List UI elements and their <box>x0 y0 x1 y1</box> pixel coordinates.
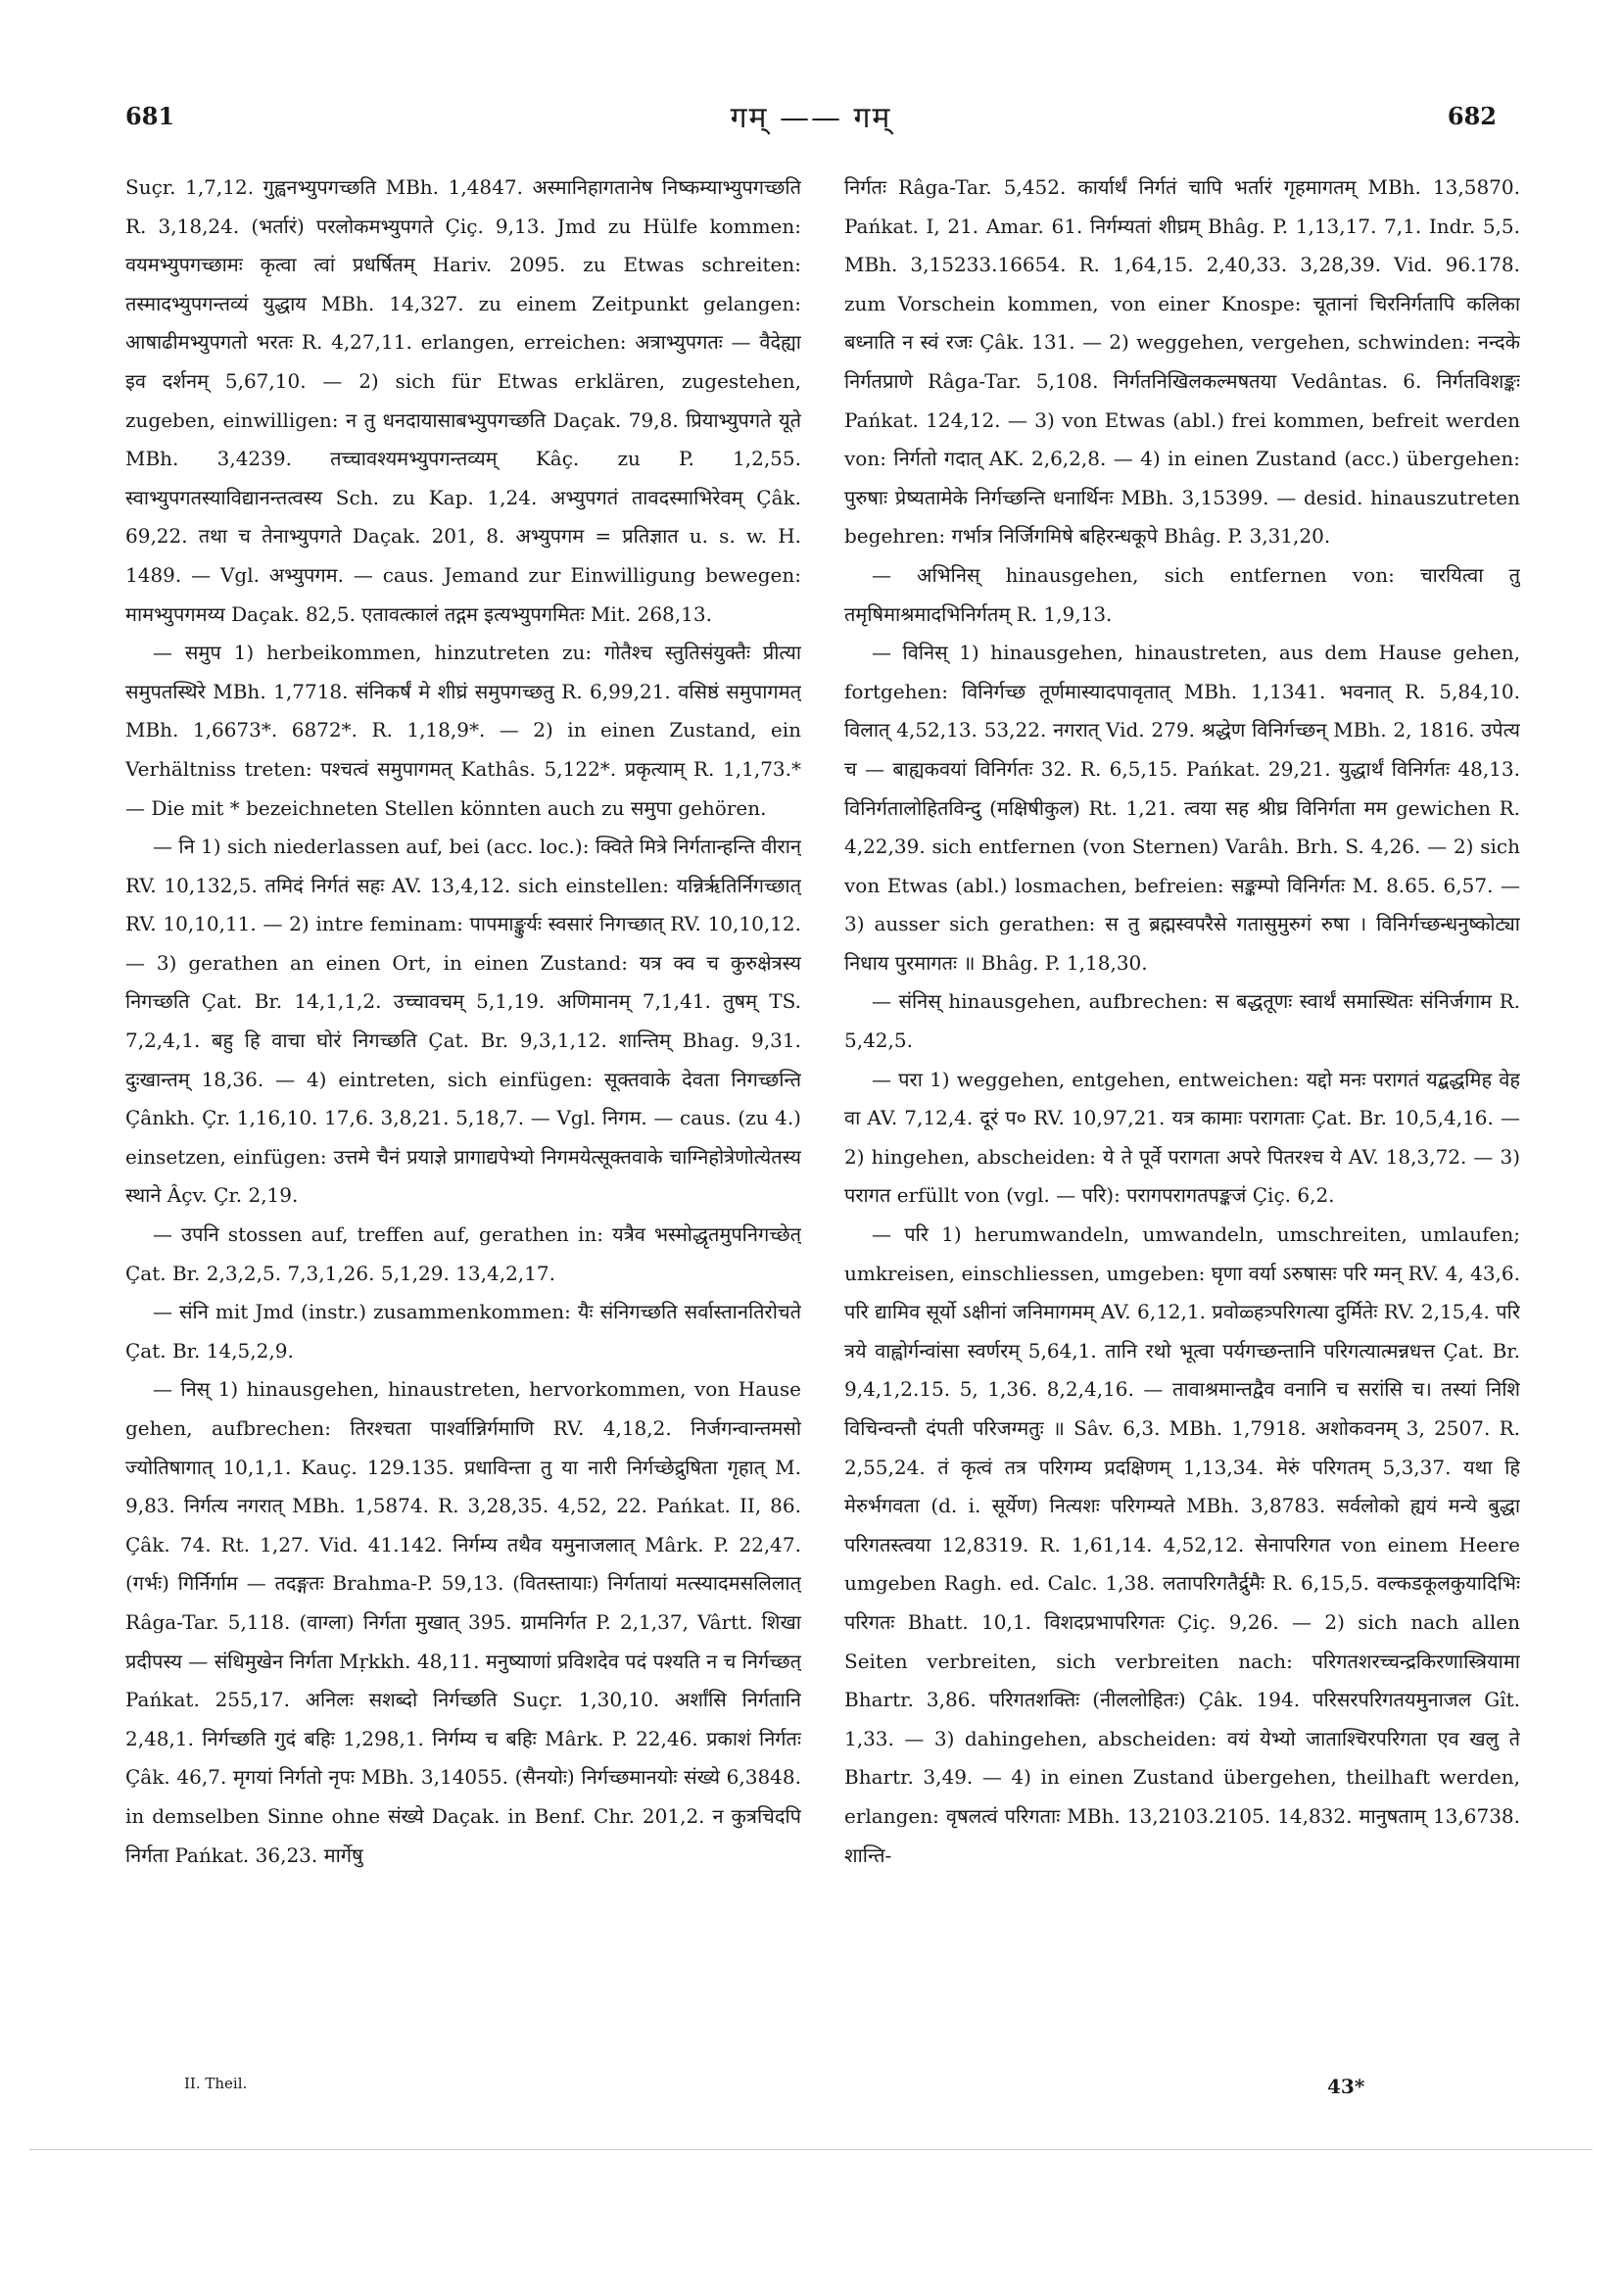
entry-paragraph: निर्गतः Râga-Tar. 5,452. कार्यार्थं निर्गतं चापि भर्तारं गृहमागतम् MBh. 13,5870. Pańkat. I, 21. Amar. 61. निर्गम्यतां शीघ्रम् Bhâg. P. 1,13,17. 7,1. Indr. 5,5. MBh. 3,15233.16654. R. 1,64,15. 2,40,33. 3,28,39. Vid. 96.178. zum Vorschein kommen, von einer Knospe: चूतानां चिरनिर्गतापि कलिका बध्नाति न स्वं रजः Çâk. 131. — 2) weggehen, vergehen, schwinden: नन्दके निर्गतप्राणे Râga-Tar. 5,108. निर्गतनिखिलकल्मषतया Vedântas. 6. निर्गतविशङ्कः Pańkat. 124,12. — 3) von Etwas (abl.) frei kommen, befreit werden von: निर्गतो गदात् AK. 2,6,2,8. — 4) in einen Zustand (acc.) übergehen: पुरुषाः प्रेष्यतामेके निर्गच्छन्ति धनार्थिनः MBh. 3,15399. — desid. hinauszutreten begehren: गर्भात्र निर्जिगमिषे बहिरन्धकूपे Bhâg. P. 3,31,20. <box>844 175 1520 549</box>
running-headword: गम् —— गम् <box>730 101 892 135</box>
entry-paragraph: — परि 1) herumwandeln, umwandeln, umschreiten, umlaufen; umkreisen, einschliessen, umgeben: घृणा वर्या ऽरुषासः परि ग्मन् RV. 4, 43,6. परि द्यामिव सूर्यो ऽक्षीनां जनिमागमम् AV. 6,12,1. प्रवोळ्हत्र्परिगत्या दुर्मितेः RV. 2,15,4. परि त्रये वाह्वोर्गन्वांसा स्वर्णरम् 5,64,1. तानि रथो भूत्वा पर्यगच्छन्तानि परिगत्यात्मन्नधत्त Çat. Br. 9,4,1,2.15. 5, 1,36. 8,2,4,16. — तावाश्रमान्तद्वैव वनानि च सरांसि च। तस्यां निशि विचिन्वन्तौ दंपती परिजग्मतुः ॥ Sâv. 6,3. MBh. 1,7918. अशोकवनम् 3, 2507. R. 2,55,24. तं कृत्वं तत्र परिगम्य प्रदक्षिणम् 1,13,34. मेरुं परिगतम् 5,3,37. यथा हि मेरुर्भगवता (d. i. सूर्येण) नित्यशः परिगम्यते MBh. 3,8783. सर्वलोको ह्ययं मन्ये बुद्धा परिगतस्त्वया 12,8319. R. 1,61,14. 4,52,12. सेनापरिगत von einem Heere umgeben Ragh. ed. Calc. 1,38. लतापरिगतैर्द्रुमैः R. 6,15,5. वल्कडकूलकुयादिभिः परिगतः Bhatt. 10,1. विशदप्रभापरिगतः Çiç. 9,26. — 2) sich nach allen Seiten verbreiten, sich verbreiten nach: परिगतशरच्चन्द्रकिरणास्त्रियामा Bhartr. 3,86. परिगतशक्तिः (नीललोहितः) Çâk. 194. परिसरपरिगतयमुनाजल Gît. 1,33. — 3) dahingehen, abscheiden: वयं येभ्यो जाताश्चिरपरिगता एव खलु ते Bhartr. 3,49. — 4) in einen Zustand übergehen, theilhaft werden, erlangen: वृषलत्वं परिगताः MBh. 13,2103.2105. 14,832. मानुषताम् 13,6738. शान्ति- <box>844 1222 1520 1867</box>
page-number-left: 681 <box>125 102 175 130</box>
entry-paragraph: — संनिस् hinausgehen, aufbrechen: स बद्धतूणः स्वार्थं समास्थितः संनिर्जगाम R. 5,42,5. <box>844 989 1520 1053</box>
left-column <box>125 168 801 2059</box>
page-number-right: 682 <box>1447 102 1497 130</box>
right-column <box>844 168 1520 2059</box>
entry-paragraph: — विनिस् 1) hinausgehen, hinaustreten, aus dem Hause gehen, fortgehen: विनिर्गच्छ तूर्णमास्यादपावृतात् MBh. 1,1341. भवनात् R. 5,84,10. विलात् 4,52,13. 53,22. नगरात् Vid. 279. श्रद्धेण विनिर्गच्छन् MBh. 2, 1816. उपेत्य च — बाह्यकवयां विनिर्गतः 32. R. 6,5,15. Pańkat. 29,21. युद्धार्थं विनिर्गतः 48,13. विनिर्गतालोहितविन्दु (मक्षिषीकुल) Rt. 1,21. त्वया सह श्रीघ्र विनिर्गता मम gewichen R. 4,22,39. sich entfernen (von Sternen) Varâh. Brh. S. 4,26. — 2) sich von Etwas (abl.) losmachen, befreien: सङ्कम्पो विनिर्गतः M. 8.65. 6,57. — 3) ausser sich gerathen: स तु ब्रह्मस्वपरैसे गतासुमुरुगं रुषा । विनिर्गच्छन्धनुष्कोट्या निधाय पुरमागतः ॥ Bhâg. P. 1,18,30. <box>844 641 1520 975</box>
page-header <box>125 102 1497 141</box>
entry-paragraph: — संनि mit Jmd (instr.) zusammenkommen: यैः संनिगच्छति सर्वास्तानतिरोचते Çat. Br. 14,5,2,9. <box>125 1300 801 1363</box>
entry-paragraph: — उपनि stossen auf, treffen auf, gerathen in: यत्रैव भस्मोद्धृतमुपनिगच्छेत् Çat. Br. 2,3,2,5. 7,3,1,26. 5,1,29. 13,4,2,17. <box>125 1222 801 1285</box>
entry-paragraph: — नि 1) sich niederlassen auf, bei (acc. loc.): क्विते मित्रे निर्गतान्हन्ति वीरान् RV. 10,132,5. तमिदं निर्गतं सहः AV. 13,4,12. sich einstellen: यन्निर्ऋतिर्निगच्छात् RV. 10,10,11. — 2) intre feminam: पापमाङ्कुर्यः स्वसारं निगच्छात् RV. 10,10,12. — 3) gerathen an einen Ort, in einen Zustand: यत्र क्व च कुरुक्षेत्रस्य निगच्छति Çat. Br. 14,1,1,2. उच्चावचम् 5,1,19. अणिमानम् 7,1,41. तुषम् TS. 7,2,4,1. बहु हि वाचा घोरं निगच्छति Çat. Br. 9,3,1,12. शान्तिम् Bhag. 9,31. दुःखान्तम् 18,36. — 4) eintreten, sich einfügen: सूक्तवाके देवता निगच्छन्ति Çânkh. Çr. 1,16,10. 17,6. 3,8,21. 5,18,7. — Vgl. निगम. — caus. (zu 4.) einsetzen, einfügen: उत्तमे चैनं प्रयाज्ञे प्रागाद्यपेभ्यो निगमयेत्सूक्तवाके चाग्निहोत्रेणोत्येतस्य स्थाने Âçv. Çr. 2,19. <box>125 835 801 1208</box>
entry-paragraph: — अभिनिस् hinausgehen, sich entfernen von: चारयित्वा तु तमृषिमाश्रमादभिनिर्गतम् R. 1,9,13. <box>844 562 1520 626</box>
entry-paragraph: Suçr. 1,7,12. गुह्वनभ्युपगच्छति MBh. 1,4847. अस्मानिहागतानेष निष्कम्याभ्युपगच्छति R. 3,18,24. (भर्तारं) परलोकमभ्युपगते Çiç. 9,13. Jmd zu Hülfe kommen: वयमभ्युपगच्छामः कृत्वा त्वां प्रधर्षितम् Hariv. 2095. zu Etwas schreiten: तस्मादभ्युपगन्तव्यं युद्धाय MBh. 14,327. zu einem Zeitpunkt gelangen: आषाढीमभ्युपगतो भरतः R. 4,27,11. erlangen, erreichen: अत्राभ्युपगतः — वैदेह्या इव दर्शनम् 5,67,10. — 2) sich für Etwas erklären, zugestehen, zugeben, einwilligen: न तु धनदायासाबभ्युपगच्छति Daçak. 79,8. प्रियाभ्युपगते यूते MBh. 3,4239. तच्चावश्यमभ्युपगन्तव्यम् Kâç. zu P. 1,2,55. स्वाभ्युपगतस्याविद्यानन्तत्वस्य Sch. zu Kap. 1,24. अभ्युपगतं तावदस्माभिरेवम् Çâk. 69,22. तथा च तेनाभ्युपगते Daçak. 201, 8. अभ्युपगम = प्रतिज्ञात u. s. w. H. 1489. — Vgl. अभ्युपगम. — caus. Jemand zur Einwilligung bewegen: मामभ्युपगमय्य Daçak. 82,5. एतावत्कालं तद्गम इत्यभ्युपगमितः Mit. 268,13. <box>125 175 801 626</box>
entry-paragraph: — समुप 1) herbeikommen, hinzutreten zu: गोतैश्च स्तुतिसंयुक्तैः प्रीत्या समुपतस्थिरे MBh. 1,7718. संनिकर्षं मे शीघ्रं समुपगच्छतु R. 6,99,21. वसिष्ठं समुपागमत् MBh. 1,6673*. 6872*. R. 1,18,9*. — 2) in einen Zustand, ein Verhältniss treten: पश्चत्वं समुपागमत् Kathâs. 5,122*. प्रकृत्याम् R. 1,1,73.* — Die mit * bezeichneten Stellen könnten auch zu समुपा gehören. <box>125 641 801 820</box>
entry-paragraph: — निस् 1) hinausgehen, hinaustreten, hervorkommen, von Hause gehen, aufbrechen: तिरश्चता पार्श्वान्निर्गमाणि RV. 4,18,2. निर्जगन्वान्तमसो ज्योतिषागात् 10,1,1. Kauç. 129.135. प्रधाविन्ता तु या नारी निर्गच्छेद्रुषिता गृहात् M. 9,83. निर्गत्य नगरात् MBh. 1,5874. R. 3,28,35. 4,52, 22. Pańkat. II, 86. Çâk. 74. Rt. 1,27. Vid. 41.142. निर्गम्य तथैव यमुनाजलात् Mârk. P. 22,47. (गर्भः) गिर्निर्गाम — तदङ्गतः Brahma-P. 59,13. (वितस्तायाः) निर्गतायां मत्स्यादमसलिलात् Râga-Tar. 5,118. (वाग्ला) निर्गता मुखात् 395. ग्रामनिर्गत P. 2,1,37, Vârtt. शिखा प्रदीपस्य — संधिमुखेन निर्गता Mṛkkh. 48,11. मनुष्याणां प्रविशदेव पदं पश्यति न च निर्गच्छत् Pańkat. 255,17. अनिलः सशब्दो निर्गच्छति Suçr. 1,30,10. अर्शांसि निर्गतानि 2,48,1. निर्गच्छति गुदं बहिः 1,298,1. निर्गम्य च बहिः Mârk. P. 22,46. प्रकाशं निर्गतः Çâk. 46,7. मृगयां निर्गतो नृपः MBh. 3,14055. (सैनयोः) निर्गच्छमानयोः संख्ये 6,3848. in demselben Sinne ohne संख्ये Daçak. in Benf. Chr. 201,2. न कुत्रचिदपि निर्गता Pańkat. 36,23. मार्गेषु <box>125 1377 801 1867</box>
sheet-signature: 43* <box>1327 2075 1365 2098</box>
scan-edge-line <box>29 2149 1593 2150</box>
entry-paragraph: — परा 1) weggehen, entgehen, entweichen: यद्दो मनः परागतं यद्बद्धमिह वेह वा AV. 7,12,4. दूरं प० RV. 10,97,21. यत्र कामाः परागताः Çat. Br. 10,5,4,16. — 2) hingehen, abscheiden: ये ते पूर्वे परागता अपरे पितरश्च ये AV. 18,3,72. — 3) परागत erfüllt von (vgl. — परि): परागपरागतपङ्कजं Çiç. 6,2. <box>844 1067 1520 1208</box>
volume-signature: II. Theil. <box>184 2075 248 2092</box>
